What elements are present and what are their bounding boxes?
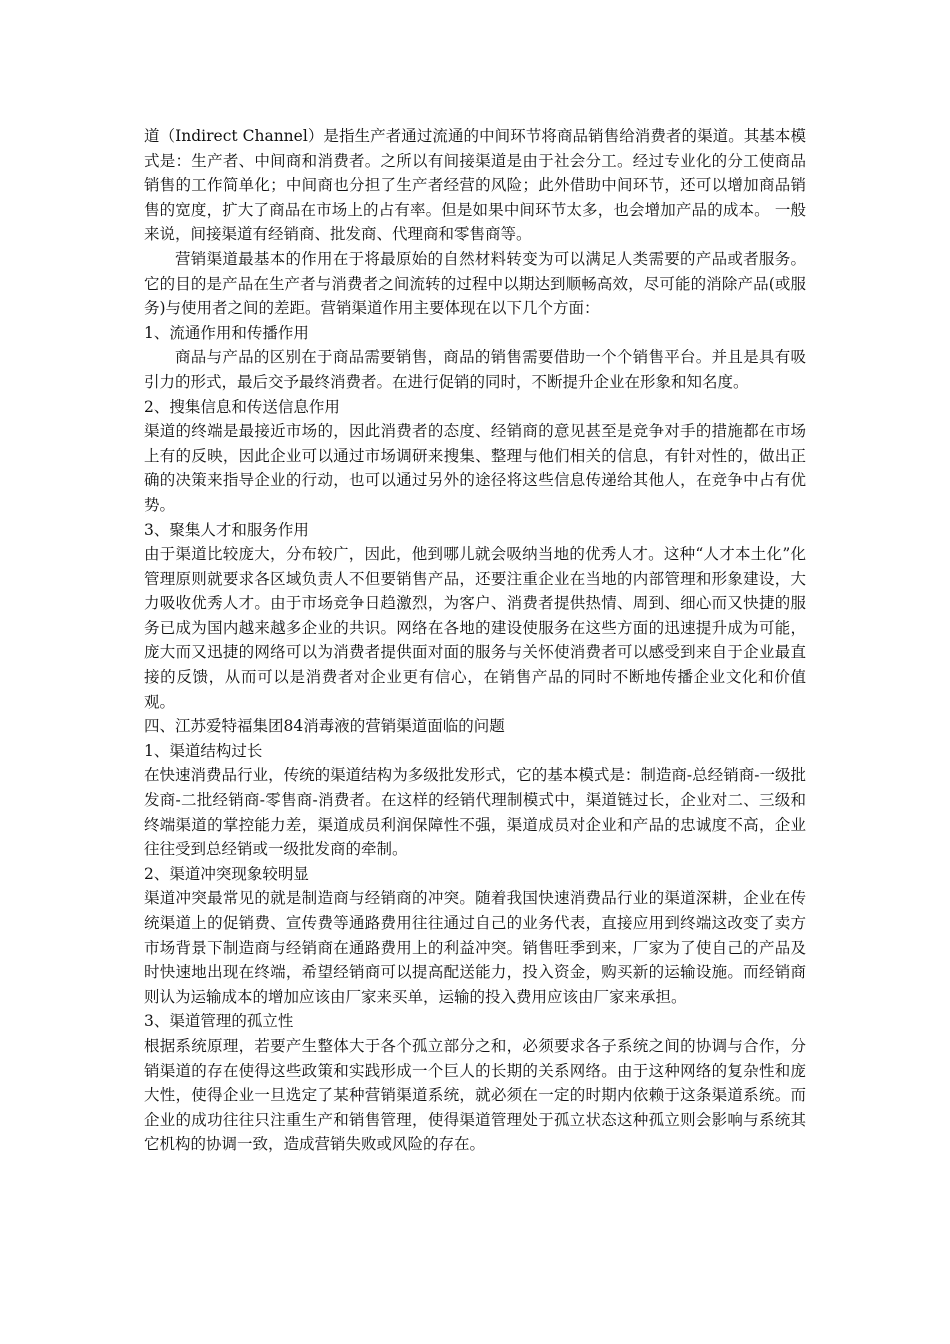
section-heading-conflict: 2、渠道冲突现象较明显: [144, 864, 309, 883]
section-heading-isolation: 3、渠道管理的孤立性: [144, 1012, 294, 1031]
body-paragraph-channel-function: 营销渠道最基本的作用在于将最原始的自然材料转变为可以满足人类需要的产品或者服务。它的目的是产品在生产者与消费者之间流转的过程中以期达到顺畅高效，尽可能的消除产品(或服务)与使用者之间的差距。营销渠道作用主要体现在以下几个方面：: [144, 249, 806, 318]
body-paragraph-isolation: 根据系统原理，若要产生整体大于各个孤立部分之和，必须要求各子系统之间的协调与合作，分销渠道的存在使得这些政策和实践形成一个巨人的长期的关系网络。由于这种网络的复杂性和庞大性，使得企业一旦选定了某种营销渠道系统，就必须在一定的时期内依赖于这条渠道系统。而企业的成功往往只注重生产和销售管理，使得渠道管理处于孤立状态这种孤立则会影响与系统其它机构的协调一致，造成营销失败或风险的存在。: [144, 1036, 806, 1154]
document-page: [144, 124, 806, 1157]
section-heading-long-structure: 1、渠道结构过长: [144, 741, 263, 760]
section-heading-circulation: 1、流通作用和传播作用: [144, 323, 309, 342]
body-paragraph-talent-service: 由于渠道比较庞大，分布较广，因此，他到哪儿就会吸纳当地的优秀人才。这种“人才本土化”化管理原则就要求各区域负责人不但要销售产品，还要注重企业在当地的内部管理和形象建设，大力吸收优秀人才。由于市场竞争日趋激烈，为客户、消费者提供热情、周到、细心而又快捷的服务已成为国内越来越多企业的共识。网络在各地的建设使服务在这些方面的迅速提升成为可能，庞大而又迅捷的网络可以为消费者提供面对面的服务与关怀使消费者可以感受到来自于企业最直接的反馈，从而可以是消费者对企业更有信心，在销售产品的同时不断地传播企业文化和价值观。: [144, 545, 806, 711]
body-paragraph-circulation: 商品与产品的区别在于商品需要销售，商品的销售需要借助一个个销售平台。并且是具有吸引力的形式，最后交予最终消费者。在进行促销的同时，不断提升企业在形象和知名度。: [144, 348, 806, 391]
body-paragraph-information: 渠道的终端是最接近市场的，因此消费者的态度、经销商的意见甚至是竞争对手的措施都在市场上有的反映，因此企业可以通过市场调研来搜集、整理与他们相关的信息，有针对性的，做出正确的决策来指导企业的行动，也可以通过另外的途径将这些信息传递给其他人，在竞争中占有优势。: [144, 422, 806, 514]
chapter-heading-problems: 四、江苏爱特福集团84消毒液的营销渠道面临的问题: [144, 717, 505, 736]
section-heading-talent-service: 3、聚集人才和服务作用: [144, 520, 309, 539]
section-heading-information: 2、搜集信息和传送信息作用: [144, 397, 340, 416]
body-paragraph-long-structure: 在快速消费品行业，传统的渠道结构为多级批发形式，它的基本模式是：制造商-总经销商-一级批发商-二批经销商-零售商-消费者。在这样的经销代理制模式中，渠道链过长，企业对二、三级和终端渠道的掌控能力差，渠道成员利润保障性不强，渠道成员对企业和产品的忠诚度不高，企业往往受到总经销或一级批发商的牵制。: [144, 766, 806, 859]
body-paragraph-conflict: 渠道冲突最常见的就是制造商与经销商的冲突。随着我国快速消费品行业的渠道深耕，企业在传统渠道上的促销费、宣传费等通路费用往往通过自己的业务代表，直接应用到终端这改变了卖方市场背景下制造商与经销商在通路费用上的利益冲突。销售旺季到来，厂家为了使自己的产品及时快速地出现在终端，希望经销商可以提高配送能力，投入资金，购买新的运输设施。而经销商则认为运输成本的增加应该由厂家来买单，运输的投入费用应该由厂家来承担。: [144, 889, 806, 1006]
body-paragraph-indirect-channel: 道（Indirect Channel）是指生产者通过流通的中间环节将商品销售给消费者的渠道。其基本模式是：生产者、中间商和消费者。之所以有间接渠道是由于社会分工。经过专业化的分工使商品销售的工作简单化；中间商也分担了生产者经营的风险；此外借助中间环节，还可以增加商品销售的宽度，扩大了商品在市场上的占有率。但是如果中间环节太多，也会增加产品的成本。 一般来说，间接渠道有经销商、批发商、代理商和零售商等。: [144, 127, 806, 244]
